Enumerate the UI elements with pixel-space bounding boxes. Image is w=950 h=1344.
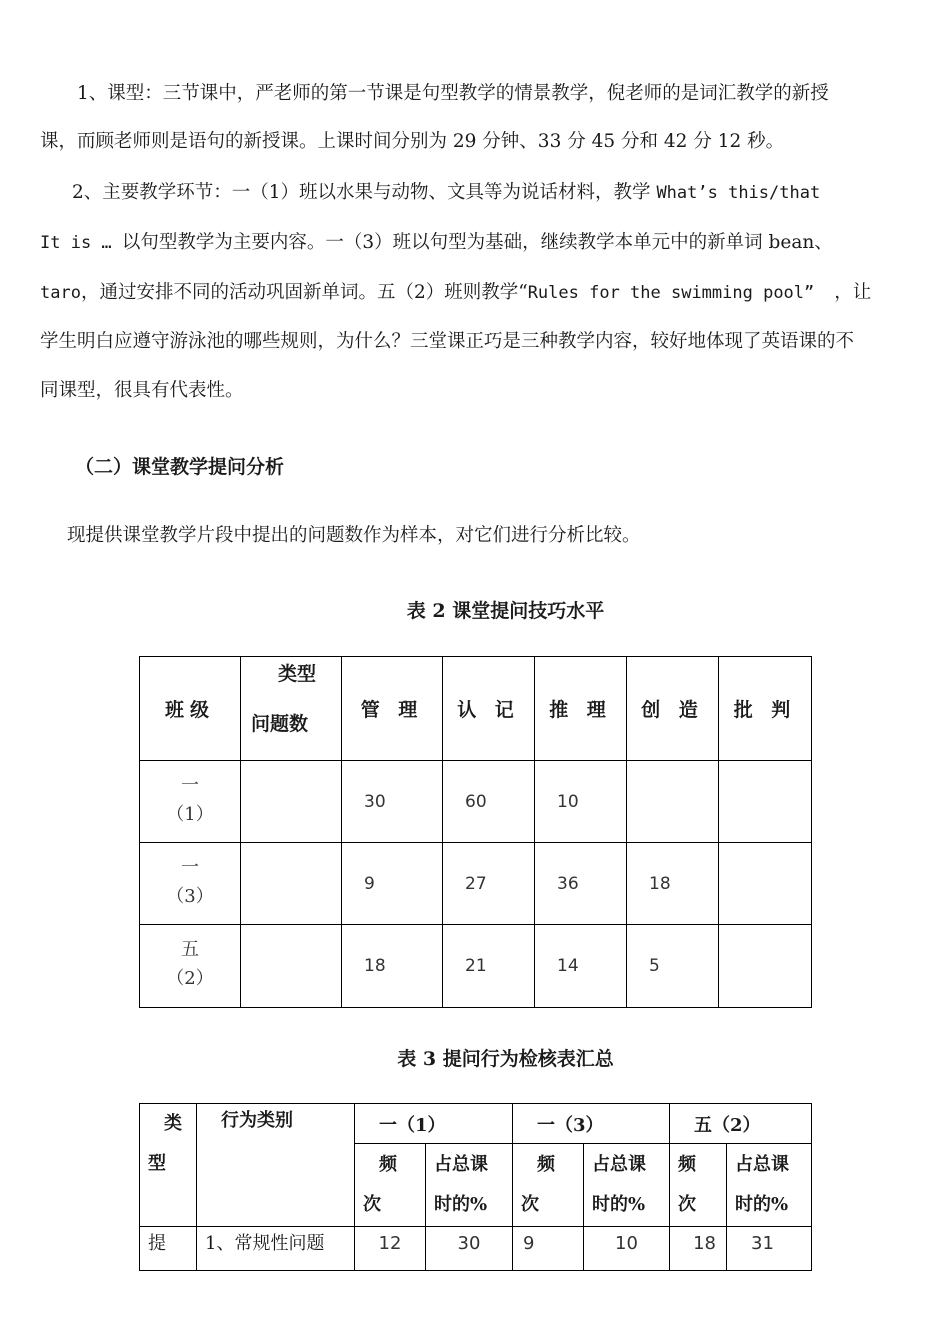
value-cell: 30	[342, 761, 443, 843]
group-header: 一（3）	[513, 1104, 670, 1144]
freq-header	[513, 1144, 584, 1227]
paragraph-line: 课，而顾老师则是语句的新授课。上课时间分别为 29 分钟、33 分 45 分和 42 分 12 秒。	[40, 131, 785, 152]
freq-top: 频	[379, 1154, 397, 1175]
header-cell: 批 判	[719, 657, 812, 761]
value-cell: 5	[627, 925, 719, 1008]
paragraph-line: 同课型，很具有代表性。	[40, 380, 244, 401]
pct-header	[426, 1144, 513, 1227]
freq-header	[670, 1144, 727, 1227]
value-cell	[627, 761, 719, 843]
paragraph-line	[72, 181, 820, 205]
value-cell: 60	[443, 761, 535, 843]
text-run: Rules for the swimming pool”	[527, 283, 815, 303]
value-cell: 36	[535, 843, 627, 925]
value-cell: 21	[443, 925, 535, 1008]
paragraph-line	[40, 231, 833, 255]
table-row	[140, 843, 812, 925]
paragraph-line	[40, 281, 871, 305]
pct-top: 占总课	[735, 1154, 789, 1175]
value-cell: 18	[627, 843, 719, 925]
row-class-cell	[140, 925, 241, 1008]
text-run: It is …	[40, 233, 122, 253]
row-class-cell	[140, 843, 241, 925]
paragraph-line: 1、课型：三节课中，严老师的第一节课是句型教学的情景教学，倪老师的是词汇教学的新授	[77, 83, 829, 104]
text-run: 2、主要教学环节：一（1）班以水果与动物、文具等为说话材料，教学	[72, 182, 657, 203]
freq-header	[355, 1144, 426, 1227]
header-cell-type	[241, 657, 342, 761]
freq-top: 频	[537, 1154, 555, 1175]
table-row	[140, 1227, 812, 1271]
group-header: 一（1）	[355, 1104, 513, 1144]
table-row	[140, 761, 812, 843]
class-top: 一	[181, 856, 199, 878]
pct-top: 占总课	[434, 1154, 488, 1175]
value-cell: 10	[584, 1227, 670, 1271]
table3	[139, 1103, 812, 1271]
paragraph-line: 学生明白应遵守游泳池的哪些规则，为什么？三堂课正巧是三种教学内容，较好地体现了英语课的不	[40, 331, 855, 352]
header-cell: 认 记	[443, 657, 535, 761]
table2-header-row	[140, 657, 812, 761]
row-behavior-cell: 1、常规性问题	[197, 1227, 355, 1271]
freq-top: 频	[678, 1154, 696, 1175]
class-bottom: （2）	[166, 968, 214, 989]
row-class-cell	[140, 761, 241, 843]
pct-header	[584, 1144, 670, 1227]
text-run: What’s this/that	[656, 183, 821, 203]
table3-header-row	[140, 1104, 812, 1144]
value-cell	[719, 761, 812, 843]
value-cell: 30	[426, 1227, 513, 1271]
table-row	[140, 925, 812, 1008]
group-header: 五（2）	[670, 1104, 812, 1144]
value-cell: 31	[727, 1227, 812, 1271]
header-type-top: 类	[164, 1113, 182, 1134]
row-type-cell: 提	[140, 1227, 197, 1271]
section-heading: （二）课堂教学提问分析	[75, 456, 285, 478]
header-cell-class: 班级	[140, 657, 241, 761]
pct-bottom: 时的%	[434, 1194, 488, 1215]
text-run: taro	[40, 283, 81, 303]
freq-bottom: 次	[678, 1194, 696, 1215]
intro-text: 现提供课堂教学片段中提出的问题数作为样本，对它们进行分析比较。	[67, 525, 641, 546]
value-cell: 10	[535, 761, 627, 843]
value-cell	[719, 925, 812, 1008]
table2-caption: 表 2 课堂提问技巧水平	[406, 600, 605, 622]
class-bottom: （3）	[166, 885, 214, 907]
value-cell: 18	[342, 925, 443, 1008]
freq-bottom: 次	[521, 1194, 539, 1215]
header-type-top: 类型	[277, 663, 316, 685]
class-bottom: （1）	[166, 803, 214, 825]
table2	[139, 656, 812, 1008]
header-cell: 推 理	[535, 657, 627, 761]
row-count-cell	[241, 843, 342, 925]
freq-bottom: 次	[363, 1194, 381, 1215]
value-cell: 9	[342, 843, 443, 925]
text-run: ，通过安排不同的活动巩固新单词。五（2）班则教学“	[80, 282, 528, 303]
text-run: 以句型教学为主要内容。一（3）班以句型为基础，继续教学本单元中的新单词 bean、	[121, 232, 833, 253]
header-type-bottom: 问题数	[251, 713, 309, 735]
class-top: 一	[181, 774, 199, 796]
pct-header	[727, 1144, 812, 1227]
row-count-cell	[241, 925, 342, 1008]
header-cell: 管 理	[342, 657, 443, 761]
table3-caption: 表 3 提问行为检核表汇总	[397, 1048, 614, 1070]
value-cell: 27	[443, 843, 535, 925]
header-cell: 创 造	[627, 657, 719, 761]
class-top: 五	[181, 939, 199, 960]
text-run: ，让	[834, 282, 872, 303]
header-cell-type	[140, 1104, 197, 1227]
header-type-bottom: 型	[148, 1153, 166, 1174]
header-cell-behavior: 行为类别	[197, 1104, 355, 1227]
value-cell: 9	[513, 1227, 584, 1271]
value-cell: 12	[355, 1227, 426, 1271]
row-count-cell	[241, 761, 342, 843]
pct-top: 占总课	[592, 1154, 646, 1175]
pct-bottom: 时的%	[735, 1194, 789, 1215]
value-cell	[719, 843, 812, 925]
value-cell: 14	[535, 925, 627, 1008]
pct-bottom: 时的%	[592, 1194, 646, 1215]
value-cell: 18	[670, 1227, 727, 1271]
